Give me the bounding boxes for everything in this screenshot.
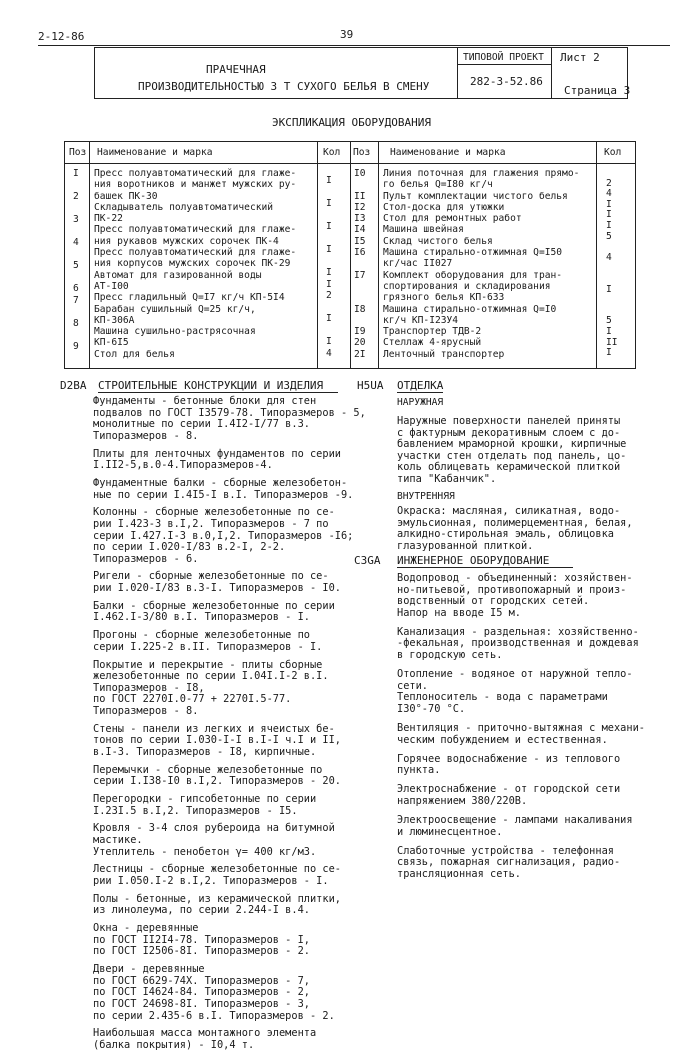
table-qty-cell <box>326 187 346 199</box>
text-line: Покрытие и перекрытие - плиты сборные <box>93 658 323 671</box>
text-line: серии I.427.I-3 в.0,I,2. Типоразмеров -I6; <box>93 529 354 542</box>
table-name-cell: грязного белья КП-633 <box>383 292 505 304</box>
table-qty-cell: 5 <box>606 230 612 242</box>
paragraph <box>93 507 363 565</box>
text-line: по ГОСТ I2506-8I. Типоразмеров - 2. <box>93 945 310 958</box>
title-divider-1 <box>457 47 458 99</box>
table-pos-cell: I <box>73 168 79 179</box>
paragraph <box>397 627 697 662</box>
table-qty-cell: 5 <box>606 315 612 327</box>
eng-title: ИНЖЕНЕРНОЕ ОБОРУДОВАНИЕ <box>397 554 550 567</box>
text-line: Двери - деревянные <box>93 963 205 976</box>
table-pos-cell: I0 <box>354 168 366 179</box>
inner-finish-text <box>397 506 633 552</box>
text-line: Типоразмеров - I8, <box>93 681 205 694</box>
table-qty-cell <box>606 274 632 285</box>
left-qty-column <box>326 175 346 359</box>
table-qty-cell: I <box>326 336 332 347</box>
text-line: в городскую сеть. <box>397 649 503 662</box>
paragraph <box>93 449 363 472</box>
text-line: Электроснабжение - от городской сети <box>397 783 621 796</box>
table-pos-cell <box>73 249 87 261</box>
th-qty-right: Кол <box>604 147 622 158</box>
text-line: Вентиляция - приточно-вытяжная с механи- <box>397 722 645 735</box>
table-pos-cell: 6 <box>73 283 79 294</box>
text-line: глазурованной плиткой. <box>397 539 534 552</box>
paragraph <box>93 630 363 653</box>
paragraph <box>397 669 697 715</box>
text-line: Балки - сборные железобетонные по серии <box>93 599 335 612</box>
text-line: -фекальная, производственная и дождевая <box>397 637 639 650</box>
table-name-cell: Склад чистого белья <box>383 235 493 247</box>
text-line: Теплоноситель - вода с параметрами <box>397 691 608 704</box>
th-name-left: Наименование и марка <box>97 147 213 158</box>
table-name-cell: Пресс полуавтоматический для глаже- <box>94 247 297 259</box>
table-name-cell: го белья Q=I80 кг/ч <box>383 179 493 191</box>
table-name-cell: Линия поточная для глажения прямо- <box>383 168 580 179</box>
text-line: Отопление - водяное от наружной тепло- <box>397 668 633 681</box>
table-name-cell: ния воротников и манжет мужских ру- <box>94 179 297 191</box>
table-name-cell: Пресс полуавтоматический для глаже- <box>94 168 297 179</box>
page-label: Страница 3 <box>564 84 631 97</box>
text-line: Прогоны - сборные железобетонные по <box>93 629 310 642</box>
paragraph <box>93 1028 363 1051</box>
text-line: Окна - деревянные <box>93 922 199 935</box>
text-line: Стены - панели из легких и ячеистых бе- <box>93 722 335 735</box>
struct-code: D2ВА <box>60 379 87 392</box>
project-type-label: ТИПОВОЙ ПРОЕКТ <box>463 52 544 63</box>
table-qty-cell: I <box>326 221 332 232</box>
table-name-cell: Автомат для газированной воды <box>94 269 262 281</box>
table-name-cell: КП-6I5 <box>94 337 129 349</box>
text-line: с фактурным декоративным слоем с до- <box>397 426 621 439</box>
table-qty-cell: I <box>606 198 612 210</box>
paragraph <box>93 660 363 718</box>
th-qty-left: Кол <box>323 147 341 158</box>
table-pos-cell <box>73 306 87 318</box>
finish-code: Н5UА <box>357 379 384 392</box>
table-name-cell: Складыватель полуавтоматический <box>94 201 274 213</box>
table-name-cell: кг/ч КП-I23У4 <box>383 314 459 326</box>
text-line: сети. <box>397 679 428 692</box>
table-qty-cell: I <box>606 325 612 337</box>
table-name-cell: Стол для ремонтных работ <box>383 213 522 225</box>
table-qty-cell: 2 <box>606 177 612 189</box>
text-line: I.23I.5 в.I,2. Типоразмеров - I5. <box>93 804 298 817</box>
text-line: I.462.I-3/80 в.I. Типоразмеров - I. <box>93 611 310 624</box>
text-line: I.II2-5,в.0-4.Типоразмеров-4. <box>93 459 273 472</box>
text-line: Электроосвещение - лампами накаливания <box>397 814 633 827</box>
table-name-cell: Машина сушильно-растрясочная <box>94 326 256 338</box>
project-number: 282-3-52.86 <box>470 75 543 88</box>
table-qty-cell: I <box>326 198 332 209</box>
table-pos-cell: I6 <box>354 247 366 259</box>
table-pos-cell: I3 <box>354 213 366 225</box>
table-pos-cell: I8 <box>354 303 366 315</box>
struct-title: СТРОИТЕЛЬНЫЕ КОНСТРУКЦИИ И ИЗДЕЛИЯ <box>98 379 324 392</box>
table-qty-cell <box>326 210 346 222</box>
table-pos-cell <box>73 180 87 192</box>
paragraph <box>93 765 363 788</box>
text-line: Окраска: масляная, силикатная, водо- <box>397 505 621 517</box>
table-pos-cell <box>354 315 376 326</box>
col-line <box>317 141 318 369</box>
table-name-cell: Пресс полуавтоматический для глаже- <box>94 224 297 236</box>
text-line: водственный от городских сетей. <box>397 595 590 608</box>
left-pos-column <box>73 168 87 352</box>
text-line: I30°-70 °С. <box>397 702 466 715</box>
table-name-cell: Пресс гладильный Q=I7 кг/ч КП-5I4 <box>94 292 285 304</box>
sheet-label: Лист 2 <box>560 51 600 64</box>
text-line: Полы - бетонные, из керамической плитки, <box>93 892 341 905</box>
table-pos-cell: II <box>354 190 366 202</box>
text-line: ческим побуждением и естественная. <box>397 733 608 746</box>
text-line: типа "Кабанчик". <box>397 472 497 485</box>
text-line: Лестницы - сборные железобетонные по се- <box>93 863 341 876</box>
table-qty-cell: I <box>326 313 332 324</box>
table-name-cell: Ленточный транспортер <box>383 348 505 360</box>
title-line-2: ПРОИЗВОДИТЕЛЬНОСТЬЮ 3 Т СУХОГО БЕЛЬЯ В СМЕНУ <box>138 80 430 93</box>
paragraph <box>93 923 363 958</box>
inner-title: ВНУТРЕННЯЯ <box>397 491 455 502</box>
top-rule <box>38 45 670 46</box>
table-name-cell: ния рукавов мужских сорочек ПК-4 <box>94 235 279 247</box>
text-line: напряжением 380/220В. <box>397 795 528 807</box>
eng-code: С3GА <box>354 554 381 567</box>
text-line: Типоразмеров - 8. <box>93 704 199 717</box>
text-line: тонов по серии I.030-I-I в.I-I ч.I и II, <box>93 734 341 747</box>
text-line: Слаботочные устройства - телефонная <box>397 844 614 857</box>
table-qty-cell <box>326 302 346 314</box>
right-name-column <box>383 168 595 360</box>
table-qty-cell: 4 <box>606 188 612 200</box>
paragraph <box>397 754 697 777</box>
text-line: связь, пожарная сигнализация, радио- <box>397 856 621 869</box>
paragraph <box>93 395 366 442</box>
table-pos-cell <box>354 258 376 269</box>
text-line: рии I.020-I/83 в.3-I. Типоразмеров - I0. <box>93 582 341 595</box>
table-pos-cell <box>73 329 87 341</box>
th-pos-right: Поз <box>353 147 371 158</box>
table-name-cell: Машина стирально-отжимная Q=I50 <box>383 247 563 259</box>
struct-title-underline <box>98 392 338 393</box>
title-line-1: ПРАЧЕЧНАЯ <box>206 63 266 76</box>
table-name-cell: Машина стирально-отжимная Q=I0 <box>383 303 557 315</box>
text-line: Утеплитель - пенобетон γ= 400 кг/м3. <box>93 845 317 858</box>
table-qty-cell: II <box>606 336 618 348</box>
table-name-cell: Пульт комплектации чистого белья <box>383 190 568 202</box>
eng-body <box>397 573 697 881</box>
text-line: Плиты для ленточных фундаментов по серии <box>93 447 341 460</box>
table-qty-cell <box>326 233 346 245</box>
text-line: Ригели - сборные железобетонные по се- <box>93 570 329 583</box>
text-line: по ГОСТ II2I4-78. Типоразмеров - I, <box>93 933 310 946</box>
table-qty-cell: I <box>326 244 332 255</box>
paragraph <box>93 724 363 759</box>
table-name-cell: КП-306А <box>94 314 135 326</box>
table-pos-cell <box>73 203 87 215</box>
text-line: бавлением мраморной крошки, кирпичные <box>397 438 627 451</box>
table-pos-cell: 20 <box>354 337 366 349</box>
text-line: по ГОСТ 24698-8I. Типоразмеров - 3, <box>93 997 310 1010</box>
table-qty-cell: I <box>606 283 612 295</box>
text-line: ные по серии I.4I5-I в.I. Типоразмеров -9. <box>93 488 354 501</box>
table-pos-cell: 8 <box>73 317 79 329</box>
title-divider-h <box>457 64 551 65</box>
paragraph <box>93 964 363 1022</box>
table-name-cell: спортирования и складирования <box>383 280 551 292</box>
text-line: Наружные поверхности панелей приняты <box>397 415 621 427</box>
table-pos-cell: I5 <box>354 235 366 247</box>
table-qty-cell <box>326 256 346 268</box>
paragraph <box>93 601 363 624</box>
table-qty-cell: I <box>326 267 332 278</box>
table-pos-cell: 9 <box>73 340 79 352</box>
paragraph <box>93 864 363 887</box>
text-line: рии I.050.I-2 в.I,2. Типоразмеров - I. <box>93 875 329 888</box>
text-line: серии I.I38-I0 в.I,2. Типоразмеров - 20. <box>93 775 341 788</box>
finish-underline <box>397 392 443 393</box>
table-pos-cell: 4 <box>73 237 79 248</box>
table-qty-cell: 4 <box>326 347 332 359</box>
table-qty-cell: 4 <box>606 251 612 263</box>
text-line: Перегородки - гипсобетонные по серии <box>93 793 317 806</box>
table-qty-cell: I <box>326 175 332 186</box>
table-name-cell: башек ПК-30 <box>94 190 158 202</box>
col-line <box>378 141 379 369</box>
table-qty-cell: I <box>606 219 612 231</box>
text-line: из линолеума, по серии 2.244-I в.4. <box>93 904 310 917</box>
text-line: Фундаментные балки - сборные железобетон- <box>93 476 348 489</box>
paragraph <box>93 794 363 817</box>
text-line: эмульсионная, полимерцементная, белая, <box>397 516 633 529</box>
paragraph <box>397 815 697 838</box>
text-line: железобетонные по серии I.04I.I-2 в.I. <box>93 670 329 683</box>
text-line: Канализация - раздельная: хозяйственно- <box>397 625 639 638</box>
paragraph <box>93 823 363 858</box>
table-name-cell: Комплект оборудования для тран- <box>383 269 563 281</box>
paragraph <box>93 894 363 917</box>
page-number: 39 <box>340 28 354 41</box>
outer-title: НАРУЖНАЯ <box>397 397 444 408</box>
table-pos-cell <box>354 281 376 292</box>
text-line: трансляционная сеть. <box>397 867 521 880</box>
table-name-cell: кг/час II027 <box>383 258 453 270</box>
finish-title: ОТДЕЛКА <box>397 379 444 392</box>
table-pos-cell: 5 <box>73 260 79 271</box>
text-line: Напор на вводе I5 м. <box>397 606 521 619</box>
col-line <box>596 141 597 369</box>
table-pos-cell <box>73 226 87 238</box>
table-pos-cell: I7 <box>354 269 366 281</box>
text-line: коль облицевать керамической плиткой <box>397 461 621 474</box>
text-line: по серии I.020-I/83 в.2-I, 2-2. <box>93 541 286 554</box>
table-pos-cell: 7 <box>73 294 79 306</box>
table-qty-cell: I <box>606 347 612 359</box>
text-line: Типоразмеров - 6. <box>93 552 199 565</box>
outer-finish-text <box>397 416 626 486</box>
text-line: Колонны - сборные железобетонные по се- <box>93 506 335 519</box>
text-line: но-питьевой, противопожарный и произ- <box>397 583 627 596</box>
table-pos-cell: 2I <box>354 348 366 360</box>
right-pos-column <box>354 168 376 360</box>
text-line: серии I.225-2 в.II. Типоразмеров - I. <box>93 640 323 653</box>
th-name-right: Наименование и марка <box>390 147 506 158</box>
table-name-cell: ния корпусов мужских сорочек ПК-29 <box>94 258 291 270</box>
text-line: рии I.423-3 в.I,2. Типоразмеров - 7 по <box>93 517 329 530</box>
table-qty-cell: I <box>326 278 332 290</box>
table-name-cell: АТ-I00 <box>94 280 129 292</box>
paragraph <box>93 571 363 594</box>
table-pos-cell: I2 <box>354 201 366 213</box>
text-line: Водопровод - объединенный: хозяйствен- <box>397 572 633 584</box>
text-line: (балка покрытия) - I0,4 т. <box>93 1038 255 1051</box>
table-name-cell: Машина швейная <box>383 224 464 236</box>
table-pos-cell: 2 <box>73 191 79 202</box>
table-pos-cell <box>354 292 376 303</box>
table-name-cell: Транспортер ТДВ-2 <box>383 326 482 338</box>
text-line: участки стен отделать под панель, цо- <box>397 449 627 462</box>
table-pos-cell <box>73 272 87 284</box>
paragraph <box>397 723 697 746</box>
text-line: по ГОСТ I4624-84. Типоразмеров - 2, <box>93 986 310 999</box>
text-line: по ГОСТ 2270I.0-77 + 2270I.5-77. <box>93 693 292 706</box>
text-line: и люминесцентное. <box>397 825 503 838</box>
left-name-column <box>94 168 316 360</box>
th-pos-left: Поз <box>69 147 87 158</box>
text-line: Типоразмеров - 8. <box>93 429 199 442</box>
table-qty-cell: 2 <box>326 290 332 301</box>
text-line: Перемычки - сборные железобетонные по <box>93 763 323 776</box>
paragraph <box>397 784 697 807</box>
text-line: алкидно-стирольная эмаль, облицовка <box>397 528 614 541</box>
text-line: мастике. <box>93 834 143 847</box>
table-qty-cell <box>326 325 346 337</box>
table-pos-cell: 3 <box>73 214 79 225</box>
text-line: пункта. <box>397 764 441 777</box>
text-line: подвалов по ГОСТ I3579-78. Типоразмеров - 5, <box>93 406 366 419</box>
text-line: по серии 2.435-6 в.I. Типоразмеров - 2. <box>93 1009 335 1022</box>
text-line: по ГОСТ 6629-74Х. Типоразмеров - 7, <box>93 974 310 987</box>
doc-date: 2-12-86 <box>38 30 85 43</box>
right-qty-column <box>606 168 632 359</box>
table-name-cell: Стол-доска для утюжки <box>383 201 505 213</box>
text-line: Наибольшая масса монтажного элемента <box>93 1027 317 1040</box>
table-pos-cell <box>354 179 376 190</box>
text-line: Горячее водоснабжение - из теплового <box>397 752 621 765</box>
title-divider-2 <box>551 47 552 99</box>
table-qty-cell <box>606 168 632 179</box>
text-line: Кровля - 3-4 слоя рубероида на битумной <box>93 822 335 835</box>
text-line: Фундаменты - бетонные блоки для стен <box>93 395 317 407</box>
paragraph <box>93 478 363 501</box>
table-name-cell: Стеллаж 4-ярусный <box>383 337 482 349</box>
table-name-cell: Стол для белья <box>94 348 175 360</box>
section-title: ЭКСПЛИКАЦИЯ ОБОРУДОВАНИЯ <box>272 116 431 129</box>
text-line: в.I-3. Типоразмеров - I8, кирпичные. <box>93 745 317 758</box>
table-name-cell: Барабан сушильный Q=25 кг/ч, <box>94 303 256 315</box>
text-line: монолитные по серии I.4I2-I/77 в.3. <box>93 418 310 431</box>
paragraph <box>397 573 697 619</box>
paragraph <box>397 846 697 881</box>
struct-body <box>93 395 366 1052</box>
col-line <box>89 141 90 369</box>
table-qty-cell: I <box>606 209 612 221</box>
table-pos-cell: I4 <box>354 224 366 236</box>
table-pos-cell: I9 <box>354 326 366 338</box>
table-name-cell: ПК-22 <box>94 213 123 225</box>
eng-underline <box>397 567 573 568</box>
col-line <box>350 141 351 369</box>
